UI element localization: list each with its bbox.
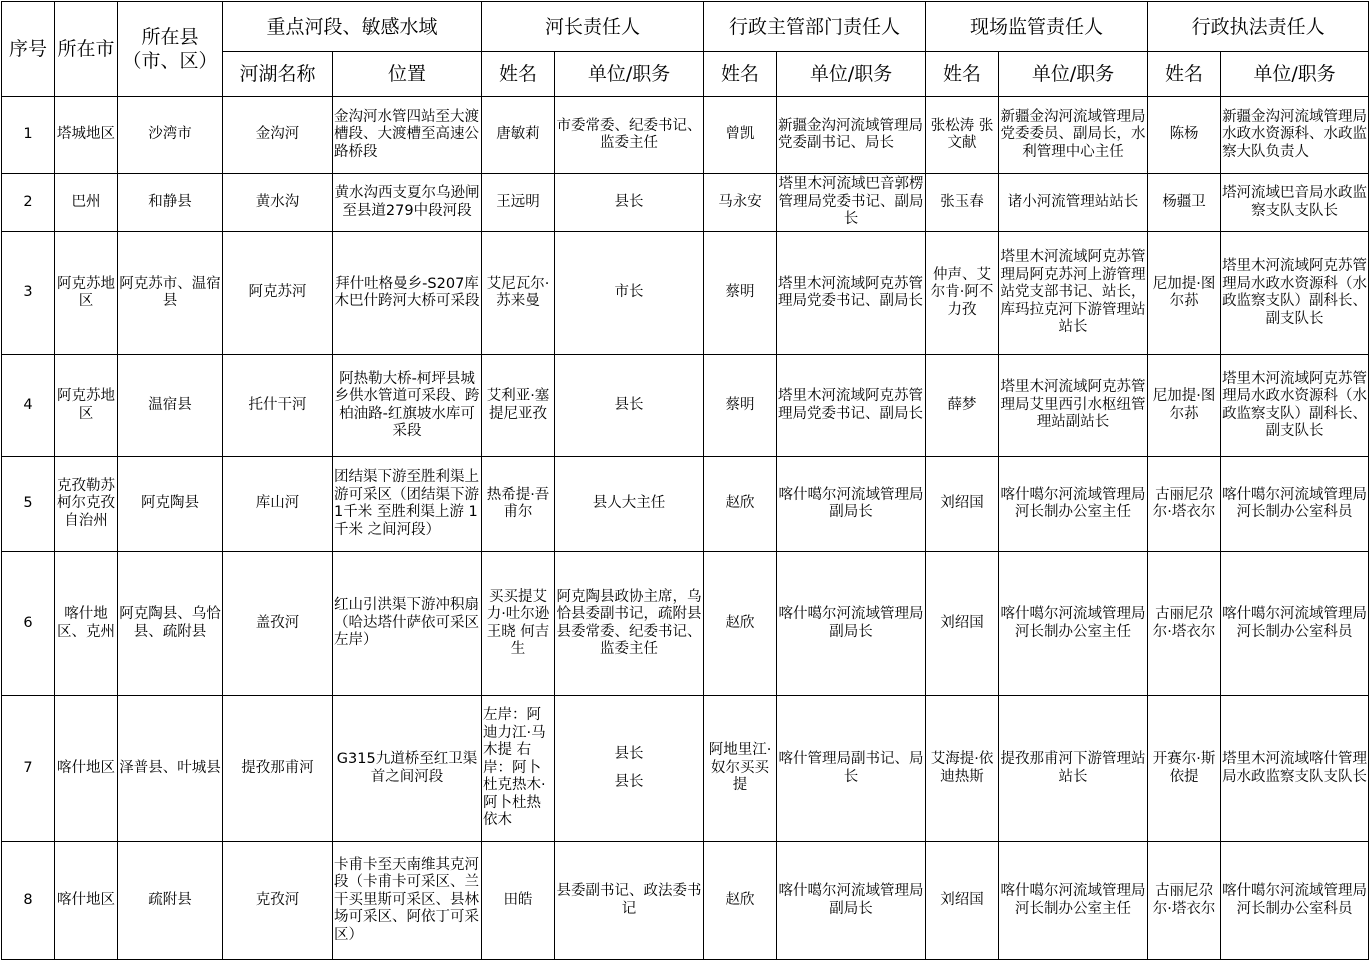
cell-chief-unit[interactable]: 市长 [555,232,704,355]
header-row-1 [2,2,1369,52]
cell-seq[interactable]: 4 [2,355,55,457]
cell-chief-name[interactable]: 艾利亚·塞提尼亚孜 [482,355,555,457]
cell-chief-name[interactable]: 王远明 [482,174,555,232]
cell-enforce-name[interactable]: 古丽尼尕尔·塔衣尔 [1148,552,1221,696]
cell-admin-name[interactable]: 马永安 [704,174,777,232]
cell-location[interactable]: 卡甫卡至天南维其克河段（卡甫卡可采区、兰干买里斯可采区、县林场可采区、阿依丁可采区） [333,842,482,960]
table-row [2,355,1369,457]
cell-river[interactable]: 金沟河 [223,97,333,174]
cell-location[interactable]: 阿热勒大桥-柯坪县城乡供水管道可采段、跨柏油路-红旗坡水库可采段 [333,355,482,457]
cell-river[interactable]: 托什干河 [223,355,333,457]
cell-river[interactable]: 阿克苏河 [223,232,333,355]
cell-river[interactable]: 提孜那甫河 [223,696,333,842]
cell-river[interactable]: 盖孜河 [223,552,333,696]
header-admin-unit[interactable]: 单位/职务 [777,52,926,97]
table-row [2,97,1369,174]
river-responsibility-table [1,1,1369,960]
cell-admin-name[interactable]: 蔡明 [704,355,777,457]
cell-chief-unit[interactable] [555,696,704,842]
cell-river[interactable]: 克孜河 [223,842,333,960]
cell-city[interactable]: 阿克苏地区 [55,355,118,457]
header-enforce-name[interactable]: 姓名 [1148,52,1221,97]
cell-admin-unit[interactable]: 喀什噶尔河流域管理局副局长 [777,457,926,552]
header-admin-name[interactable]: 姓名 [704,52,777,97]
cell-onsite-unit[interactable]: 提孜那甫河下游管理站站长 [999,696,1148,842]
cell-enforce-unit[interactable]: 喀什噶尔河流域管理局河长制办公室科员 [1221,842,1369,960]
cell-location[interactable]: 拜什吐格曼乡-S207库木巴什跨河大桥可采段 [333,232,482,355]
cell-admin-unit[interactable]: 新疆金沟河流域管理局党委副书记、局长 [777,97,926,174]
cell-county[interactable]: 泽普县、叶城县 [118,696,223,842]
header-city[interactable]: 所在市 [55,2,118,97]
table-row [2,457,1369,552]
cell-county[interactable]: 阿克苏市、温宿县 [118,232,223,355]
cell-city[interactable]: 塔城地区 [55,97,118,174]
cell-onsite-unit[interactable]: 塔里木河流域阿克苏管理局艾里西引水枢纽管理站副站长 [999,355,1148,457]
cell-onsite-unit[interactable]: 喀什噶尔河流域管理局河长制办公室主任 [999,842,1148,960]
chief-unit-right-bank: 县长 [614,773,644,790]
cell-chief-unit[interactable]: 县长 [555,355,704,457]
cell-admin-name[interactable]: 赵欣 [704,552,777,696]
cell-county[interactable]: 沙湾市 [118,97,223,174]
cell-county[interactable]: 和静县 [118,174,223,232]
header-chief[interactable]: 河长责任人 [482,2,704,52]
cell-admin-name[interactable]: 曾凯 [704,97,777,174]
cell-admin-name[interactable]: 蔡明 [704,232,777,355]
cell-chief-name[interactable]: 艾尼瓦尔·苏来曼 [482,232,555,355]
cell-enforce-unit[interactable]: 塔里木河流域阿克苏管理局水政水资源科（水政监察支队）副科长、副支队长 [1221,232,1369,355]
cell-admin-unit[interactable]: 塔里木河流域阿克苏管理局党委书记、副局长 [777,355,926,457]
cell-enforce-name[interactable]: 尼加提·图尔荪 [1148,355,1221,457]
header-key-water[interactable]: 重点河段、敏感水域 [223,2,482,52]
table-row [2,696,1369,842]
cell-county[interactable]: 阿克陶县、乌恰县、疏附县 [118,552,223,696]
cell-city[interactable]: 喀什地区 [55,696,118,842]
chief-unit-left-bank: 县长 [614,746,644,762]
cell-onsite-unit[interactable]: 喀什噶尔河流域管理局河长制办公室主任 [999,457,1148,552]
header-enforce[interactable]: 行政执法责任人 [1148,2,1369,52]
cell-city[interactable]: 巴州 [55,174,118,232]
cell-river[interactable]: 黄水沟 [223,174,333,232]
cell-enforce-name[interactable]: 尼加提·图尔荪 [1148,232,1221,355]
cell-enforce-unit[interactable]: 喀什噶尔河流域管理局河长制办公室科员 [1221,552,1369,696]
cell-river[interactable]: 库山河 [223,457,333,552]
cell-chief-name[interactable]: 买买提艾力·吐尔逊 王晓 何吉生 [482,552,555,696]
cell-chief-unit[interactable]: 县长 [555,174,704,232]
cell-seq[interactable]: 1 [2,97,55,174]
cell-seq[interactable]: 7 [2,696,55,842]
cell-county[interactable]: 疏附县 [118,842,223,960]
cell-city[interactable]: 阿克苏地区 [55,232,118,355]
header-onsite-name[interactable]: 姓名 [926,52,999,97]
table-row [2,552,1369,696]
cell-chief-name[interactable]: 热希提·吾甫尔 [482,457,555,552]
header-enforce-unit[interactable]: 单位/职务 [1221,52,1369,97]
cell-enforce-unit[interactable]: 塔里木河流域喀什管理局水政监察支队支队长 [1221,696,1369,842]
cell-county[interactable]: 温宿县 [118,355,223,457]
table-row [2,842,1369,960]
cell-chief-name[interactable]: 左岸：阿迪力江·马木提 右岸：阿卜杜克热木·阿卜杜热依木 [482,696,555,842]
cell-chief-unit[interactable]: 市委常委、纪委书记、监委主任 [555,97,704,174]
cell-enforce-unit[interactable]: 塔河流域巴音局水政监察支队支队长 [1221,174,1369,232]
header-seq[interactable]: 序号 [2,2,55,97]
cell-admin-name[interactable]: 阿地里江·奴尔买买提 [704,696,777,842]
cell-onsite-unit[interactable]: 喀什噶尔河流域管理局河长制办公室主任 [999,552,1148,696]
cell-enforce-name[interactable]: 古丽尼尕尔·塔衣尔 [1148,842,1221,960]
header-onsite[interactable]: 现场监管责任人 [926,2,1148,52]
cell-location[interactable]: 团结渠下游至胜利渠上游可采区（团结渠下游 1千米 至胜利渠上游 1千米 之间河段） [333,457,482,552]
cell-onsite-name[interactable]: 薛梦 [926,355,999,457]
cell-onsite-name[interactable]: 艾海提·依迪热斯 [926,696,999,842]
cell-onsite-unit[interactable]: 塔里木河流域阿克苏管理局阿克苏河上游管理站党支部书记、站长，库玛拉克河下游管理站站长 [999,232,1148,355]
cell-admin-name[interactable]: 赵欣 [704,842,777,960]
cell-chief-unit[interactable]: 县人大主任 [555,457,704,552]
cell-enforce-name[interactable]: 开赛尔·斯依提 [1148,696,1221,842]
cell-seq[interactable]: 5 [2,457,55,552]
cell-onsite-unit[interactable]: 新疆金沟河流域管理局党委委员、副局长，水利管理中心主任 [999,97,1148,174]
cell-enforce-name[interactable]: 陈杨 [1148,97,1221,174]
table-row [2,174,1369,232]
cell-onsite-name[interactable]: 张松涛 张文献 [926,97,999,174]
header-chief-unit[interactable]: 单位/职务 [555,52,704,97]
header-river-name[interactable]: 河湖名称 [223,52,333,97]
header-county[interactable]: 所在县（市、区） [118,2,223,97]
cell-enforce-unit[interactable]: 新疆金沟河流域管理局水政水资源科、水政监察大队负责人 [1221,97,1369,174]
header-chief-name[interactable]: 姓名 [482,52,555,97]
cell-onsite-name[interactable]: 刘绍国 [926,842,999,960]
cell-city[interactable]: 喀什地区 [55,842,118,960]
cell-location[interactable]: 黄水沟西支夏尔乌逊闸至县道279中段河段 [333,174,482,232]
cell-onsite-name[interactable]: 刘绍国 [926,552,999,696]
cell-location[interactable]: G315九道桥至红卫渠首之间河段 [333,696,482,842]
cell-admin-unit[interactable]: 喀什噶尔河流域管理局副局长 [777,552,926,696]
header-onsite-unit[interactable]: 单位/职务 [999,52,1148,97]
cell-onsite-name[interactable]: 张玉春 [926,174,999,232]
cell-chief-name[interactable]: 田皓 [482,842,555,960]
header-admin[interactable]: 行政主管部门责任人 [704,2,926,52]
cell-city[interactable]: 克孜勒苏柯尔克孜自治州 [55,457,118,552]
cell-city[interactable]: 喀什地区、克州 [55,552,118,696]
cell-onsite-name[interactable]: 仲声、艾尔肯·阿不力孜 [926,232,999,355]
cell-seq[interactable]: 3 [2,232,55,355]
cell-admin-unit[interactable]: 塔里木河流域阿克苏管理局党委书记、副局长 [777,232,926,355]
cell-location[interactable]: 金沟河水管四站至大渡槽段、大渡槽至高速公路桥段 [333,97,482,174]
cell-chief-unit[interactable]: 阿克陶县政协主席，乌恰县委副书记，疏附县县委常委、纪委书记、监委主任 [555,552,704,696]
cell-location[interactable]: 红山引洪渠下游冲积扇（哈达塔什萨依可采区左岸） [333,552,482,696]
cell-chief-unit[interactable]: 县委副书记、政法委书记 [555,842,704,960]
cell-enforce-unit[interactable]: 喀什噶尔河流域管理局河长制办公室科员 [1221,457,1369,552]
cell-enforce-name[interactable]: 古丽尼尕尔·塔衣尔 [1148,457,1221,552]
cell-admin-unit[interactable]: 塔里木河流域巴音郭楞管理局党委书记、副局长 [777,174,926,232]
cell-seq[interactable]: 6 [2,552,55,696]
header-location[interactable]: 位置 [333,52,482,97]
cell-chief-name[interactable]: 唐敏莉 [482,97,555,174]
cell-onsite-name[interactable]: 刘绍国 [926,457,999,552]
cell-seq[interactable]: 2 [2,174,55,232]
cell-seq[interactable]: 8 [2,842,55,960]
cell-county[interactable]: 阿克陶县 [118,457,223,552]
cell-enforce-unit[interactable]: 塔里木河流域阿克苏管理局水政水资源科（水政监察支队）副科长、副支队长 [1221,355,1369,457]
cell-enforce-name[interactable]: 杨疆卫 [1148,174,1221,232]
cell-admin-name[interactable]: 赵欣 [704,457,777,552]
cell-onsite-unit[interactable]: 诸小河流管理站站长 [999,174,1148,232]
cell-admin-unit[interactable]: 喀什管理局副书记、局长 [777,696,926,842]
cell-admin-unit[interactable]: 喀什噶尔河流域管理局副局长 [777,842,926,960]
table-row [2,232,1369,355]
